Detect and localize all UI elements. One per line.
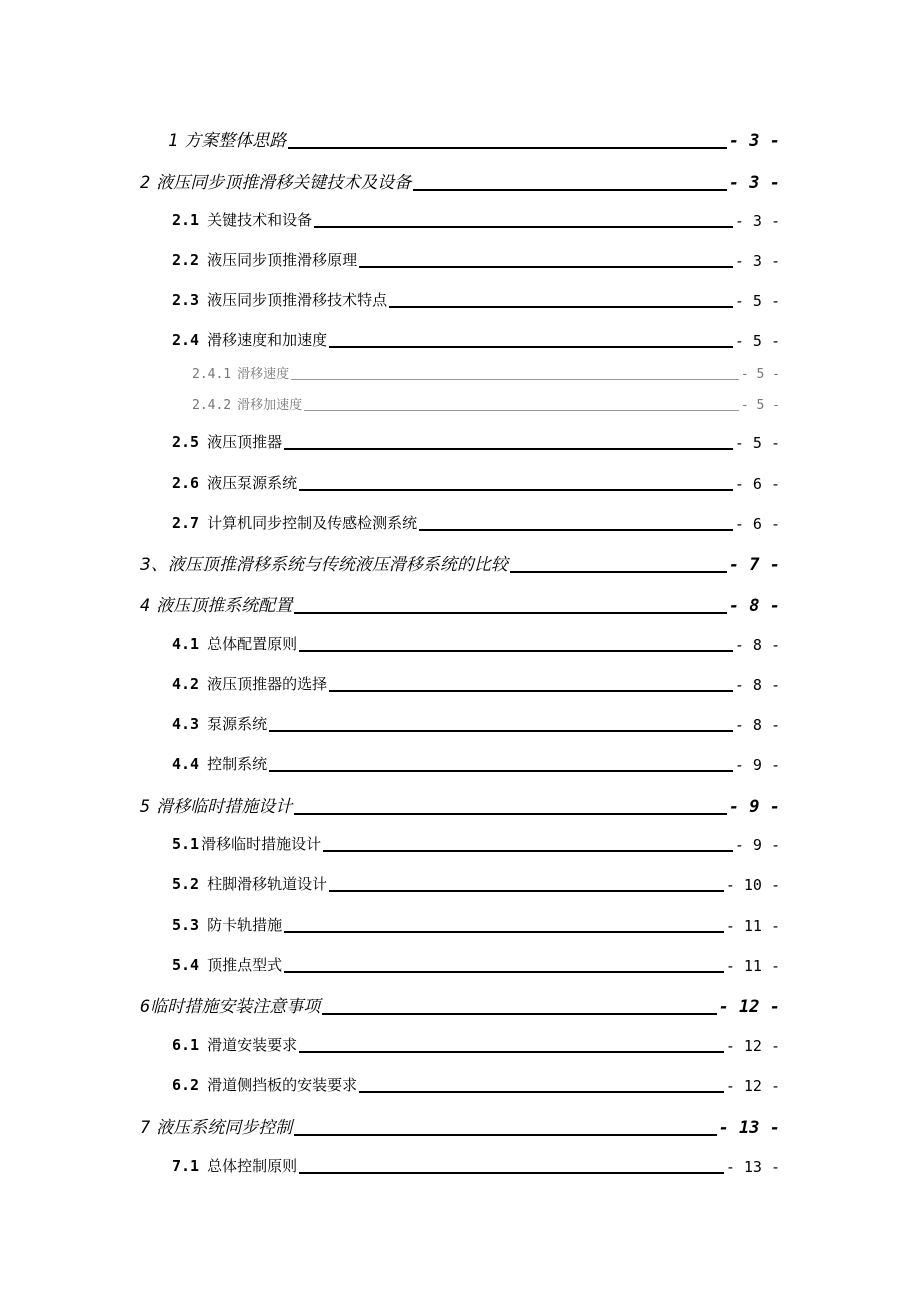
toc-entry-title: 2.6 液压泵源系统 — [172, 474, 298, 492]
toc-page-number: - 11 - — [725, 957, 780, 975]
toc-page-number: - 11 - — [725, 917, 780, 935]
toc-entry[interactable] — [172, 1074, 780, 1095]
toc-leader-line — [329, 345, 733, 348]
toc-page-number: - 3 - — [728, 173, 780, 193]
toc-page-number: - 13 - — [725, 1158, 780, 1176]
toc-entry-title: 2.3 液压同步顶推滑移技术特点 — [172, 291, 388, 309]
toc-entry-title: 6.1 滑道安装要求 — [172, 1036, 298, 1054]
toc-leader-line — [269, 769, 733, 772]
toc-entry-title: 5.2 柱脚滑移轨道设计 — [172, 875, 328, 893]
toc-entry-title: 2.5 液压顶推器 — [172, 433, 283, 451]
toc-entry[interactable] — [172, 673, 780, 694]
toc-leader-line — [284, 930, 724, 933]
toc-page-number: - 8 - — [734, 716, 780, 734]
toc-page-number: - 5 - — [734, 434, 780, 452]
toc-entry[interactable] — [172, 954, 780, 975]
toc-page-number: - 5 - — [740, 398, 780, 413]
toc-page-number: - 3 - — [734, 212, 780, 230]
toc-entry-title: 6临时措施安装注意事项 — [140, 997, 321, 1017]
toc-entry-title: 4.4 控制系统 — [172, 755, 268, 773]
toc-page-number: - 5 - — [740, 367, 780, 382]
toc-entry-title: 2.4.2 滑移加速度 — [192, 398, 303, 413]
toc-entry-title: 2.4.1 滑移速度 — [192, 367, 290, 382]
toc-leader-line — [284, 447, 733, 450]
toc-entry-title: 5.3 防卡轨措施 — [172, 916, 283, 934]
toc-entry-title: 4.1 总体配置原则 — [172, 635, 298, 653]
toc-entry[interactable] — [172, 633, 780, 654]
toc-entry[interactable] — [140, 550, 780, 575]
toc-entry-title: 2.7 计算机同步控制及传感检测系统 — [172, 514, 418, 532]
toc-leader-line — [294, 611, 727, 614]
toc-page-number: - 6 - — [734, 515, 780, 533]
toc-entry[interactable] — [172, 249, 780, 270]
toc-entry-title: 7 液压系统同步控制 — [140, 1118, 293, 1138]
toc-entry[interactable] — [192, 394, 780, 413]
toc-page-number: - 9 - — [734, 756, 780, 774]
toc-page-number: - 8 - — [728, 596, 780, 616]
toc-entry-title: 3、液压顶推滑移系统与传统液压滑移系统的比较 — [140, 555, 508, 575]
toc-entry-title: 2.4 滑移速度和加速度 — [172, 331, 328, 349]
toc-page-number: - 12 - — [725, 1077, 780, 1095]
toc-page-number: - 9 - — [728, 797, 780, 817]
toc-entry-title: 4.3 泵源系统 — [172, 715, 268, 733]
toc-entry[interactable] — [140, 1113, 780, 1138]
toc-entry[interactable] — [140, 591, 780, 616]
toc-leader-line — [359, 1090, 724, 1093]
toc-entry[interactable] — [168, 126, 780, 151]
toc-leader-line — [299, 1171, 724, 1174]
toc-entry-title: 5.1 滑移临时措施设计 — [172, 835, 322, 853]
toc-entry[interactable] — [140, 168, 780, 193]
toc-entry[interactable] — [172, 914, 780, 935]
toc-page-number: - 7 - — [728, 555, 780, 575]
toc-leader-line — [413, 188, 727, 191]
toc-page-number: - 10 - — [725, 876, 780, 894]
toc-page-number: - 12 - — [725, 1037, 780, 1055]
toc-page-number: - 13 - — [718, 1118, 780, 1138]
toc-entry-title: 4 液压顶推系统配置 — [140, 596, 293, 616]
toc-leader-line — [284, 970, 724, 973]
toc-entry-title: 7.1 总体控制原则 — [172, 1157, 298, 1175]
toc-entry[interactable] — [172, 512, 780, 533]
toc-page-number: - 3 - — [734, 252, 780, 270]
toc-entry[interactable] — [192, 363, 780, 382]
toc-entry-title: 5.4 顶推点型式 — [172, 956, 283, 974]
toc-page-number: - 5 - — [734, 332, 780, 350]
toc-entry-title: 5 滑移临时措施设计 — [140, 797, 293, 817]
toc-leader-line — [269, 729, 733, 732]
toc-leader-line — [291, 378, 739, 380]
toc-entry-title: 2 液压同步顶推滑移关键技术及设备 — [140, 173, 412, 193]
toc-entry-title: 1 方案整体思路 — [168, 131, 287, 151]
toc-entry[interactable] — [172, 833, 780, 854]
toc-entry[interactable] — [172, 753, 780, 774]
toc-entry[interactable] — [172, 289, 780, 310]
toc-entry[interactable] — [140, 992, 780, 1017]
toc-leader-line — [419, 528, 733, 531]
toc-leader-line — [299, 488, 733, 491]
toc-leader-line — [329, 889, 724, 892]
toc-leader-line — [314, 225, 733, 228]
toc-page-number: - 5 - — [734, 292, 780, 310]
toc-page-number: - 8 - — [734, 676, 780, 694]
toc-leader-line — [294, 812, 727, 815]
toc-leader-line — [299, 1050, 724, 1053]
toc-leader-line — [299, 649, 733, 652]
toc-entry-title: 2.1 关键技术和设备 — [172, 211, 313, 229]
toc-leader-line — [359, 265, 733, 268]
toc-leader-line — [389, 305, 733, 308]
toc-entry[interactable] — [172, 209, 780, 230]
toc-entry[interactable] — [140, 792, 780, 817]
toc-leader-line — [322, 1012, 716, 1015]
toc-entry[interactable] — [172, 873, 780, 894]
toc-entry[interactable] — [172, 1034, 780, 1055]
toc-entry[interactable] — [172, 329, 780, 350]
toc-entry[interactable] — [172, 713, 780, 734]
toc-entry[interactable] — [172, 1155, 780, 1176]
toc-page-number: - 8 - — [734, 636, 780, 654]
toc-entry-title: 4.2 液压顶推器的选择 — [172, 675, 328, 693]
toc-page-number: - 3 - — [728, 131, 780, 151]
toc-entry[interactable] — [172, 472, 780, 493]
toc-leader-line — [288, 146, 727, 149]
toc-entry-title: 6.2 滑道侧挡板的安装要求 — [172, 1076, 358, 1094]
toc-leader-line — [329, 689, 733, 692]
toc-leader-line — [294, 1133, 716, 1136]
toc-leader-line — [323, 849, 733, 852]
toc-page-number: - 6 - — [734, 475, 780, 493]
toc-leader-line — [510, 570, 727, 573]
toc-leader-line — [304, 409, 739, 411]
toc-entry-title: 2.2 液压同步顶推滑移原理 — [172, 251, 358, 269]
toc-page-number: - 12 - — [718, 997, 780, 1017]
toc-entry[interactable] — [172, 431, 780, 452]
toc-page-number: - 9 - — [734, 836, 780, 854]
